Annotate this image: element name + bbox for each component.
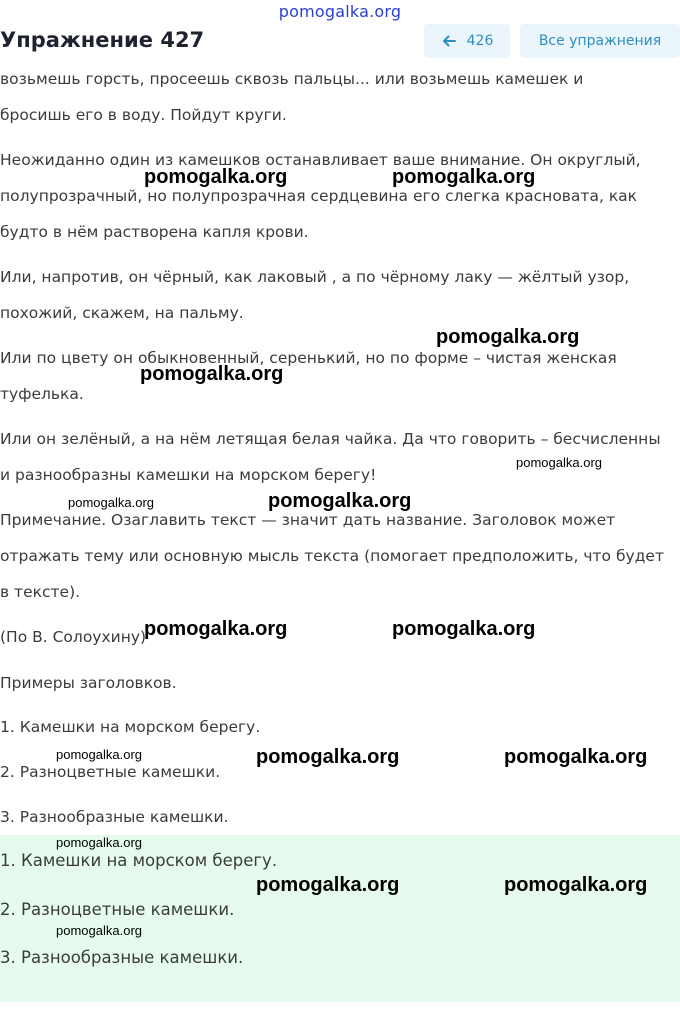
text-line: полупрозрачный, но полупрозрачная сердцевина его слегка красновата, как <box>0 187 638 205</box>
text-line: Или по цвету он обыкновенный, серенький, но по форме – чистая женская <box>0 349 617 367</box>
text-line: Примечание. Озаглавить текст — значит дать название. Заголовок может <box>0 511 616 529</box>
text-line: бросишь его в воду. Пойдут круги. <box>0 106 287 124</box>
watermark: pomogalka.org <box>392 618 536 640</box>
page-title: Упражнение 427 <box>0 28 205 52</box>
all-exercises-label: Все упражнения <box>538 33 662 49</box>
watermark: pomogalka.org <box>56 923 142 938</box>
watermark: pomogalka.org <box>56 747 142 762</box>
answer-item: 2. Разноцветные камешки. <box>0 900 235 919</box>
text-line: отражать тему или основную мысль текста (помогает предположить, что будет <box>0 547 664 565</box>
arrow-left-icon <box>441 33 457 49</box>
prev-exercise-button[interactable] <box>424 24 510 58</box>
answer-item: 3. Разнообразные камешки. <box>0 948 244 967</box>
example-item: 2. Разноцветные камешки. <box>0 763 221 781</box>
all-exercises-button[interactable] <box>520 24 680 58</box>
watermark: pomogalka.org <box>144 618 288 640</box>
text-line: Или он зелёный, а на нём летящая белая чайка. Да что говорить – бесчисленны <box>0 430 661 448</box>
header <box>0 24 680 60</box>
watermark: pomogalka.org <box>140 363 284 385</box>
text-line: похожий, скажем, на пальму. <box>0 304 244 322</box>
watermark: pomogalka.org <box>256 746 400 768</box>
text-line: Или, напротив, он чёрный, как лаковый , а по чёрному лаку — жёлтый узор, <box>0 268 630 286</box>
answer-block <box>0 835 680 1002</box>
prev-exercise-label: 426 <box>466 33 494 49</box>
watermark: pomogalka.org <box>256 874 400 896</box>
text-line: Неожиданно один из камешков останавливает ваше внимание. Он округлый, <box>0 151 641 169</box>
watermark: pomogalka.org <box>436 326 580 348</box>
watermark: pomogalka.org <box>68 495 154 510</box>
example-item: 1. Камешки на морском берегу. <box>0 718 261 736</box>
text-line: и разнообразны камешки на морском берегу! <box>0 466 377 484</box>
examples-heading: Примеры заголовков. <box>0 674 177 692</box>
watermark: pomogalka.org <box>516 455 602 470</box>
text-line: в тексте). <box>0 583 81 601</box>
example-item: 3. Разнообразные камешки. <box>0 808 229 826</box>
watermark: pomogalka.org <box>144 166 288 188</box>
text-line: туфелька. <box>0 385 84 403</box>
watermark: pomogalka.org <box>392 166 536 188</box>
text-line: будто в нём растворена капля крови. <box>0 223 309 241</box>
answer-item: 1. Камешки на морском берегу. <box>0 851 278 870</box>
top-watermark: pomogalka.org <box>278 2 402 21</box>
watermark: pomogalka.org <box>56 835 142 850</box>
watermark: pomogalka.org <box>504 746 648 768</box>
text-line: возьмешь горсть, просеешь сквозь пальцы... или возьмешь камешек и <box>0 70 584 88</box>
author-line: (По В. Солоухину) <box>0 628 147 646</box>
watermark: pomogalka.org <box>504 874 648 896</box>
watermark: pomogalka.org <box>268 490 412 512</box>
